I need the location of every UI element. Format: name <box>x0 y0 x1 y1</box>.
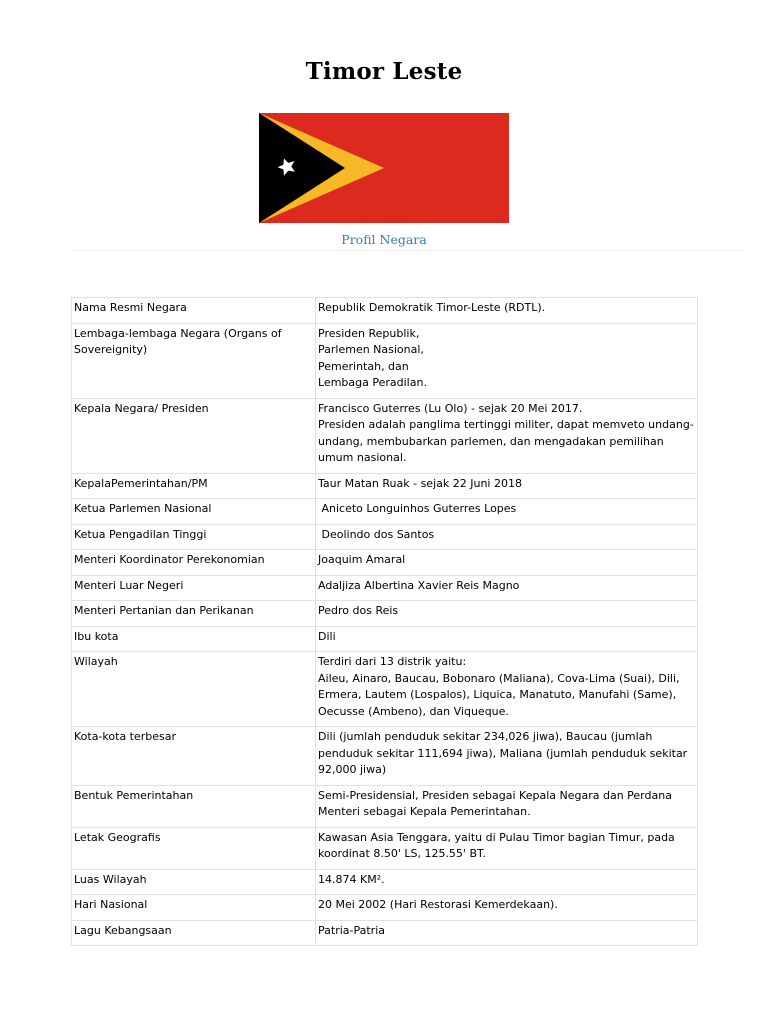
table-row <box>72 652 698 727</box>
country-profile-table <box>71 297 698 946</box>
table-row <box>72 323 698 398</box>
row-value <box>316 323 698 398</box>
row-value <box>316 895 698 921</box>
row-value-line: Deolindo dos Santos <box>318 527 435 541</box>
row-value <box>316 920 698 946</box>
table-row <box>72 524 698 550</box>
row-value <box>316 727 698 786</box>
row-value-line: umum nasional. <box>318 451 407 464</box>
row-value-line: Presiden adalah panglima tertinggi militer, dapat memveto undang- <box>318 418 694 431</box>
row-label: Luas Wilayah <box>72 869 316 895</box>
row-value-line: Republik Demokratik Timor-Leste (RDTL). <box>318 301 546 314</box>
row-value <box>316 785 698 827</box>
table-row <box>72 575 698 601</box>
table-row <box>72 626 698 652</box>
row-value-line: koordinat 8.50' LS, 125.55' BT. <box>318 847 486 860</box>
table-row <box>72 499 698 525</box>
row-value-line: 92,000 jiwa) <box>318 763 387 776</box>
row-value <box>316 473 698 499</box>
row-value-line: Parlemen Nasional, <box>318 343 424 356</box>
row-value-line: Semi-Presidensial, Presiden sebagai Kepala Negara dan Perdana <box>318 788 672 802</box>
row-label: Menteri Koordinator Perekonomian <box>72 550 316 576</box>
row-value <box>316 626 698 652</box>
row-label: Menteri Pertanian dan Perikanan <box>72 601 316 627</box>
row-value <box>316 298 698 324</box>
row-label: Ketua Pengadilan Tinggi <box>72 524 316 550</box>
row-value-line: Dili <box>318 629 336 643</box>
table-row <box>72 727 698 786</box>
row-label: Kepala Negara/ Presiden <box>72 398 316 473</box>
table-row <box>72 869 698 895</box>
row-label: Lagu Kebangsaan <box>72 920 316 946</box>
row-value-line: Pemerintah, dan <box>318 359 409 373</box>
row-value <box>316 601 698 627</box>
row-value-line: Ermera, Lautem (Lospalos), Liquica, Manatuto, Manufahi (Same), <box>318 688 677 701</box>
timor-leste-flag <box>259 113 509 223</box>
table-row <box>72 601 698 627</box>
row-value-line: Kawasan Asia Tenggara, yaitu di Pulau Timor bagian Timur, pada <box>318 830 675 844</box>
row-value <box>316 869 698 895</box>
row-value-line: Joaquim Amaral <box>318 553 406 566</box>
row-label: Hari Nasional <box>72 895 316 921</box>
row-value <box>316 550 698 576</box>
row-label: Nama Resmi Negara <box>72 298 316 324</box>
row-value-line: Terdiri dari 13 distrik yaitu: <box>318 655 467 668</box>
table-row <box>72 298 698 324</box>
row-value-line: 20 Mei 2002 (Hari Restorasi Kemerdekaan). <box>318 898 558 911</box>
row-value-line: Presiden Republik, <box>318 326 420 340</box>
table-row <box>72 827 698 869</box>
document-title: Timor Leste <box>305 58 463 85</box>
row-value-line: Francisco Guterres (Lu Olo) - sejak 20 Mei 2017. <box>318 401 583 415</box>
table-row <box>72 920 698 946</box>
row-label: Ketua Parlemen Nasional <box>72 499 316 525</box>
row-label: Wilayah <box>72 652 316 727</box>
row-value <box>316 575 698 601</box>
row-value <box>316 499 698 525</box>
row-value-line: Menteri sebagai Kepala Pemerintahan. <box>318 805 531 818</box>
table-row <box>72 895 698 921</box>
row-value-line: Adaljiza Albertina Xavier Reis Magno <box>318 578 520 592</box>
table-row <box>72 550 698 576</box>
row-value-line: Oecusse (Ambeno), dan Viqueque. <box>318 704 509 718</box>
row-value-line: 14.874 KM². <box>318 872 385 886</box>
row-value-line: Taur Matan Ruak - sejak 22 Juni 2018 <box>318 476 522 490</box>
row-label: Kota-kota terbesar <box>72 727 316 786</box>
row-label: Letak Geografis <box>72 827 316 869</box>
row-label: Lembaga-lembaga Negara (Organs of Sovereignity) <box>72 323 316 398</box>
row-label: KepalaPemerintahan/PM <box>72 473 316 499</box>
table-row <box>72 785 698 827</box>
table-row <box>72 473 698 499</box>
section-subtitle: Profil Negara <box>341 232 427 247</box>
row-label: Menteri Luar Negeri <box>72 575 316 601</box>
table-row <box>72 398 698 473</box>
row-value <box>316 827 698 869</box>
row-value-line: penduduk sekitar 111,694 jiwa), Maliana (jumlah penduduk sekitar <box>318 746 688 760</box>
row-value-line: Aileu, Ainaro, Baucau, Bobonaro (Maliana), Cova-Lima (Suai), Dili, <box>318 671 680 685</box>
row-value <box>316 652 698 727</box>
row-value-line: Patria-Patria <box>318 923 385 937</box>
row-value-line: Aniceto Longuinhos Guterres Lopes <box>318 502 517 515</box>
row-label: Bentuk Pemerintahan <box>72 785 316 827</box>
row-value-line: Pedro dos Reis <box>318 604 399 617</box>
row-value-line: Lembaga Peradilan. <box>318 376 427 389</box>
row-value-line: undang, membubarkan parlemen, dan mengadakan pemilihan <box>318 434 664 448</box>
row-label: Ibu kota <box>72 626 316 652</box>
row-value <box>316 398 698 473</box>
row-value <box>316 524 698 550</box>
divider <box>72 250 744 251</box>
row-value-line: Dili (jumlah penduduk sekitar 234,026 jiwa), Baucau (jumlah <box>318 730 653 743</box>
